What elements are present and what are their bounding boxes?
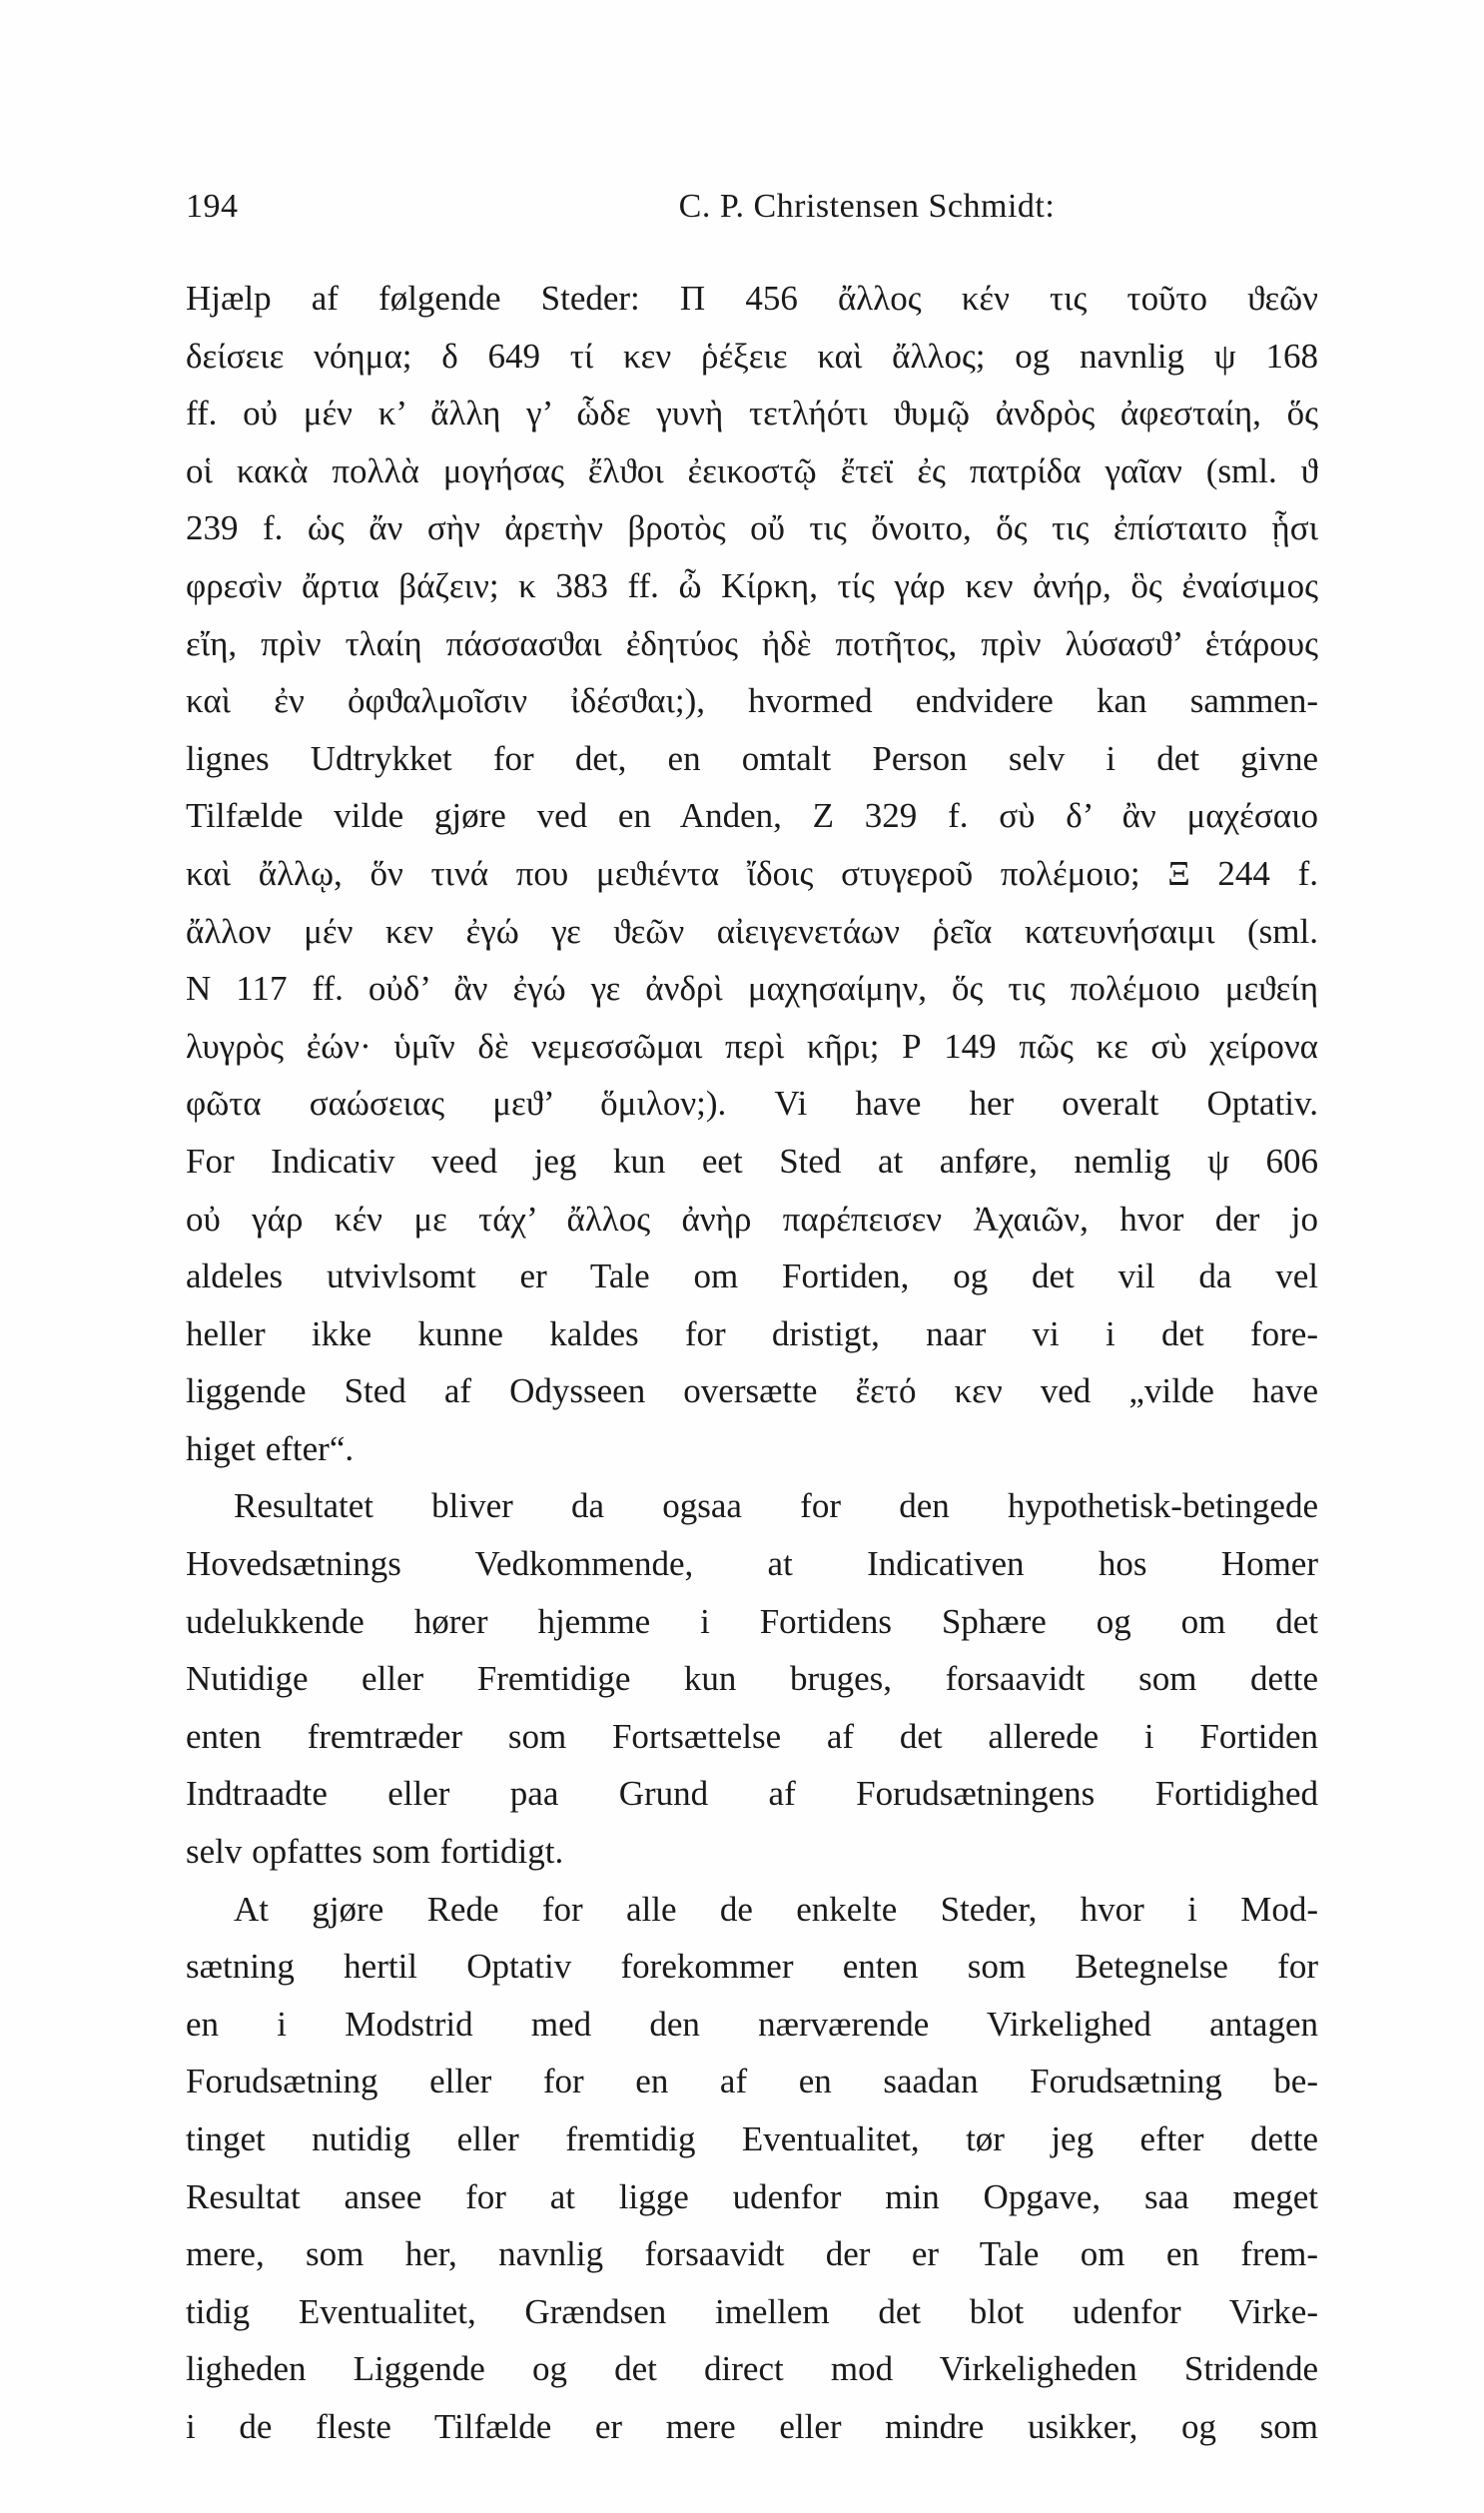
text-line: οἱ κακὰ πολλὰ μογήσας ἔλϑοι ἐεικοστῷ ἔτεϊ ἐς πατρίδα γαῖαν (sml. ϑ: [186, 450, 1318, 490]
text-line: οὐ γάρ κέν με τάχ’ ἄλλος ἀνὴρ παρέπεισεν Ἀχαιῶν, hvor der jo: [186, 1199, 1318, 1239]
text-line: udelukkende hører hjemme i Fortidens Sphære og om det: [186, 1601, 1318, 1641]
text-line: tidig Eventualitet, Grændsen imellem det blot udenfor Virke-: [186, 2291, 1318, 2331]
text-line: Resultatet bliver da ogsaa for den hypothetisk-betingede: [234, 1486, 1318, 1526]
paragraph-2: [186, 1477, 1318, 1880]
text-line: Tilfælde vilde gjøre ved en Anden, Ζ 329 f. σὺ δ’ ἂν μαχέσαιο: [186, 796, 1318, 836]
page-number: 194: [186, 188, 239, 225]
body-text: [186, 270, 1318, 2456]
text-line: At gjøre Rede for alle de enkelte Steder, hvor i Mod-: [234, 1889, 1318, 1929]
text-line: ff. οὐ μέν κ’ ἄλλη γ’ ὧδε γυνὴ τετλήότι ϑυμῷ ἀνδρὸς ἀφεσταίη, ὅς: [186, 394, 1318, 433]
running-head: C. P. Christensen Schmidt:: [678, 188, 1056, 225]
text-line: mere, som her, navnlig forsaavidt der er Tale om en frem-: [186, 2234, 1318, 2274]
text-line: Nutidige eller Fremtidige kun bruges, forsaavidt som dette: [186, 1659, 1318, 1699]
text-line: 239 f. ὡς ἄν σὴν ἀρετὴν βροτὸς οὔ τις ὄνοιτο, ὅς τις ἐπίσταιτο ᾗσι: [186, 508, 1318, 548]
text-line: καὶ ἐν ὀφϑαλμοῖσιν ἰδέσϑαι;), hvormed endvidere kan sammen-: [186, 681, 1318, 721]
text-line: en i Modstrid med den nærværende Virkelighed antagen: [186, 2004, 1318, 2044]
text-line: lignes Udtrykket for det, en omtalt Person selv i det givne: [186, 738, 1318, 778]
text-line: aldeles utvivlsomt er Tale om Fortiden, og det vil da vel: [186, 1256, 1318, 1296]
text-line: tinget nutidig eller fremtidig Eventualitet, tør jeg efter dette: [186, 2119, 1318, 2158]
text-line: Ν 117 ff. οὐδ’ ἂν ἐγώ γε ἀνδρὶ μαχησαίμην, ὅς τις πολέμοιο μεϑείη: [186, 969, 1318, 1009]
text-line: i de fleste Tilfælde er mere eller mindre usikker, og som: [186, 2406, 1318, 2446]
text-line: For Indicativ veed jeg kun eet Sted at anføre, nemlig ψ 606: [186, 1141, 1318, 1181]
text-line: Hjælp af følgende Steder: Π 456 ἄλλος κέν τις τοῦτο ϑεῶν: [186, 279, 1318, 318]
text-line: λυγρὸς ἐών· ὑμῖν δὲ νεμεσσῶμαι περὶ κῆρι; Ρ 149 πῶς κε σὺ χείρονα: [186, 1026, 1318, 1066]
paragraph-1: [186, 270, 1318, 1477]
text-line: Indtraadte eller paa Grund af Forudsætningens Fortidighed: [186, 1774, 1318, 1814]
text-line: heller ikke kunne kaldes for dristigt, naar vi i det fore-: [186, 1313, 1318, 1353]
text-line: higet efter“.: [186, 1428, 355, 1468]
text-line: καὶ ἄλλῳ, ὅν τινά που μεϑιέντα ἴδοις στυγεροῦ πολέμοιο; Ξ 244 f.: [186, 853, 1318, 893]
paragraph-3: [186, 1881, 1318, 2456]
text-line: enten fremtræder som Fortsættelse af det allerede i Fortiden: [186, 1716, 1318, 1756]
text-line: ligheden Liggende og det direct mod Virkeligheden Stridende: [186, 2349, 1318, 2389]
text-line: ἄλλον μέν κεν ἐγώ γε ϑεῶν αἰειγενετάων ῥεῖα κατευνήσαιμι (sml.: [186, 911, 1318, 951]
page-header: [186, 188, 1318, 236]
text-line: selv opfattes som fortidigt.: [186, 1832, 564, 1872]
text-line: Forudsætning eller for en af en saadan Forudsætning be-: [186, 2062, 1318, 2101]
text-line: Hovedsætnings Vedkommende, at Indicativen hos Homer: [186, 1544, 1318, 1584]
text-line: δείσειε νόημα; δ 649 τί κεν ῥέξειε καὶ ἄλλος; og navnlig ψ 168: [186, 336, 1318, 376]
text-line: φῶτα σαώσειας μεϑ’ ὅμιλον;). Vi have her overalt Optativ.: [186, 1084, 1318, 1124]
text-line: liggende Sted af Odysseen oversætte ἔετό κεν ved „vilde have: [186, 1371, 1318, 1411]
text-line: Resultat ansee for at ligge udenfor min Opgave, saa meget: [186, 2176, 1318, 2216]
text-line: sætning hertil Optativ forekommer enten som Betegnelse for: [186, 1947, 1318, 1987]
text-line: εἴη, πρὶν τλαίη πάσσασϑαι ἐδητύος ἠδὲ ποτῆτος, πρὶν λύσασϑ’ ἑτάρους: [186, 623, 1318, 663]
text-line: φρεσὶν ἄρτια βάζειν; κ 383 ff. ὦ Κίρκη, τίς γάρ κεν ἀνήρ, ὃς ἐναίσιμος: [186, 565, 1318, 605]
